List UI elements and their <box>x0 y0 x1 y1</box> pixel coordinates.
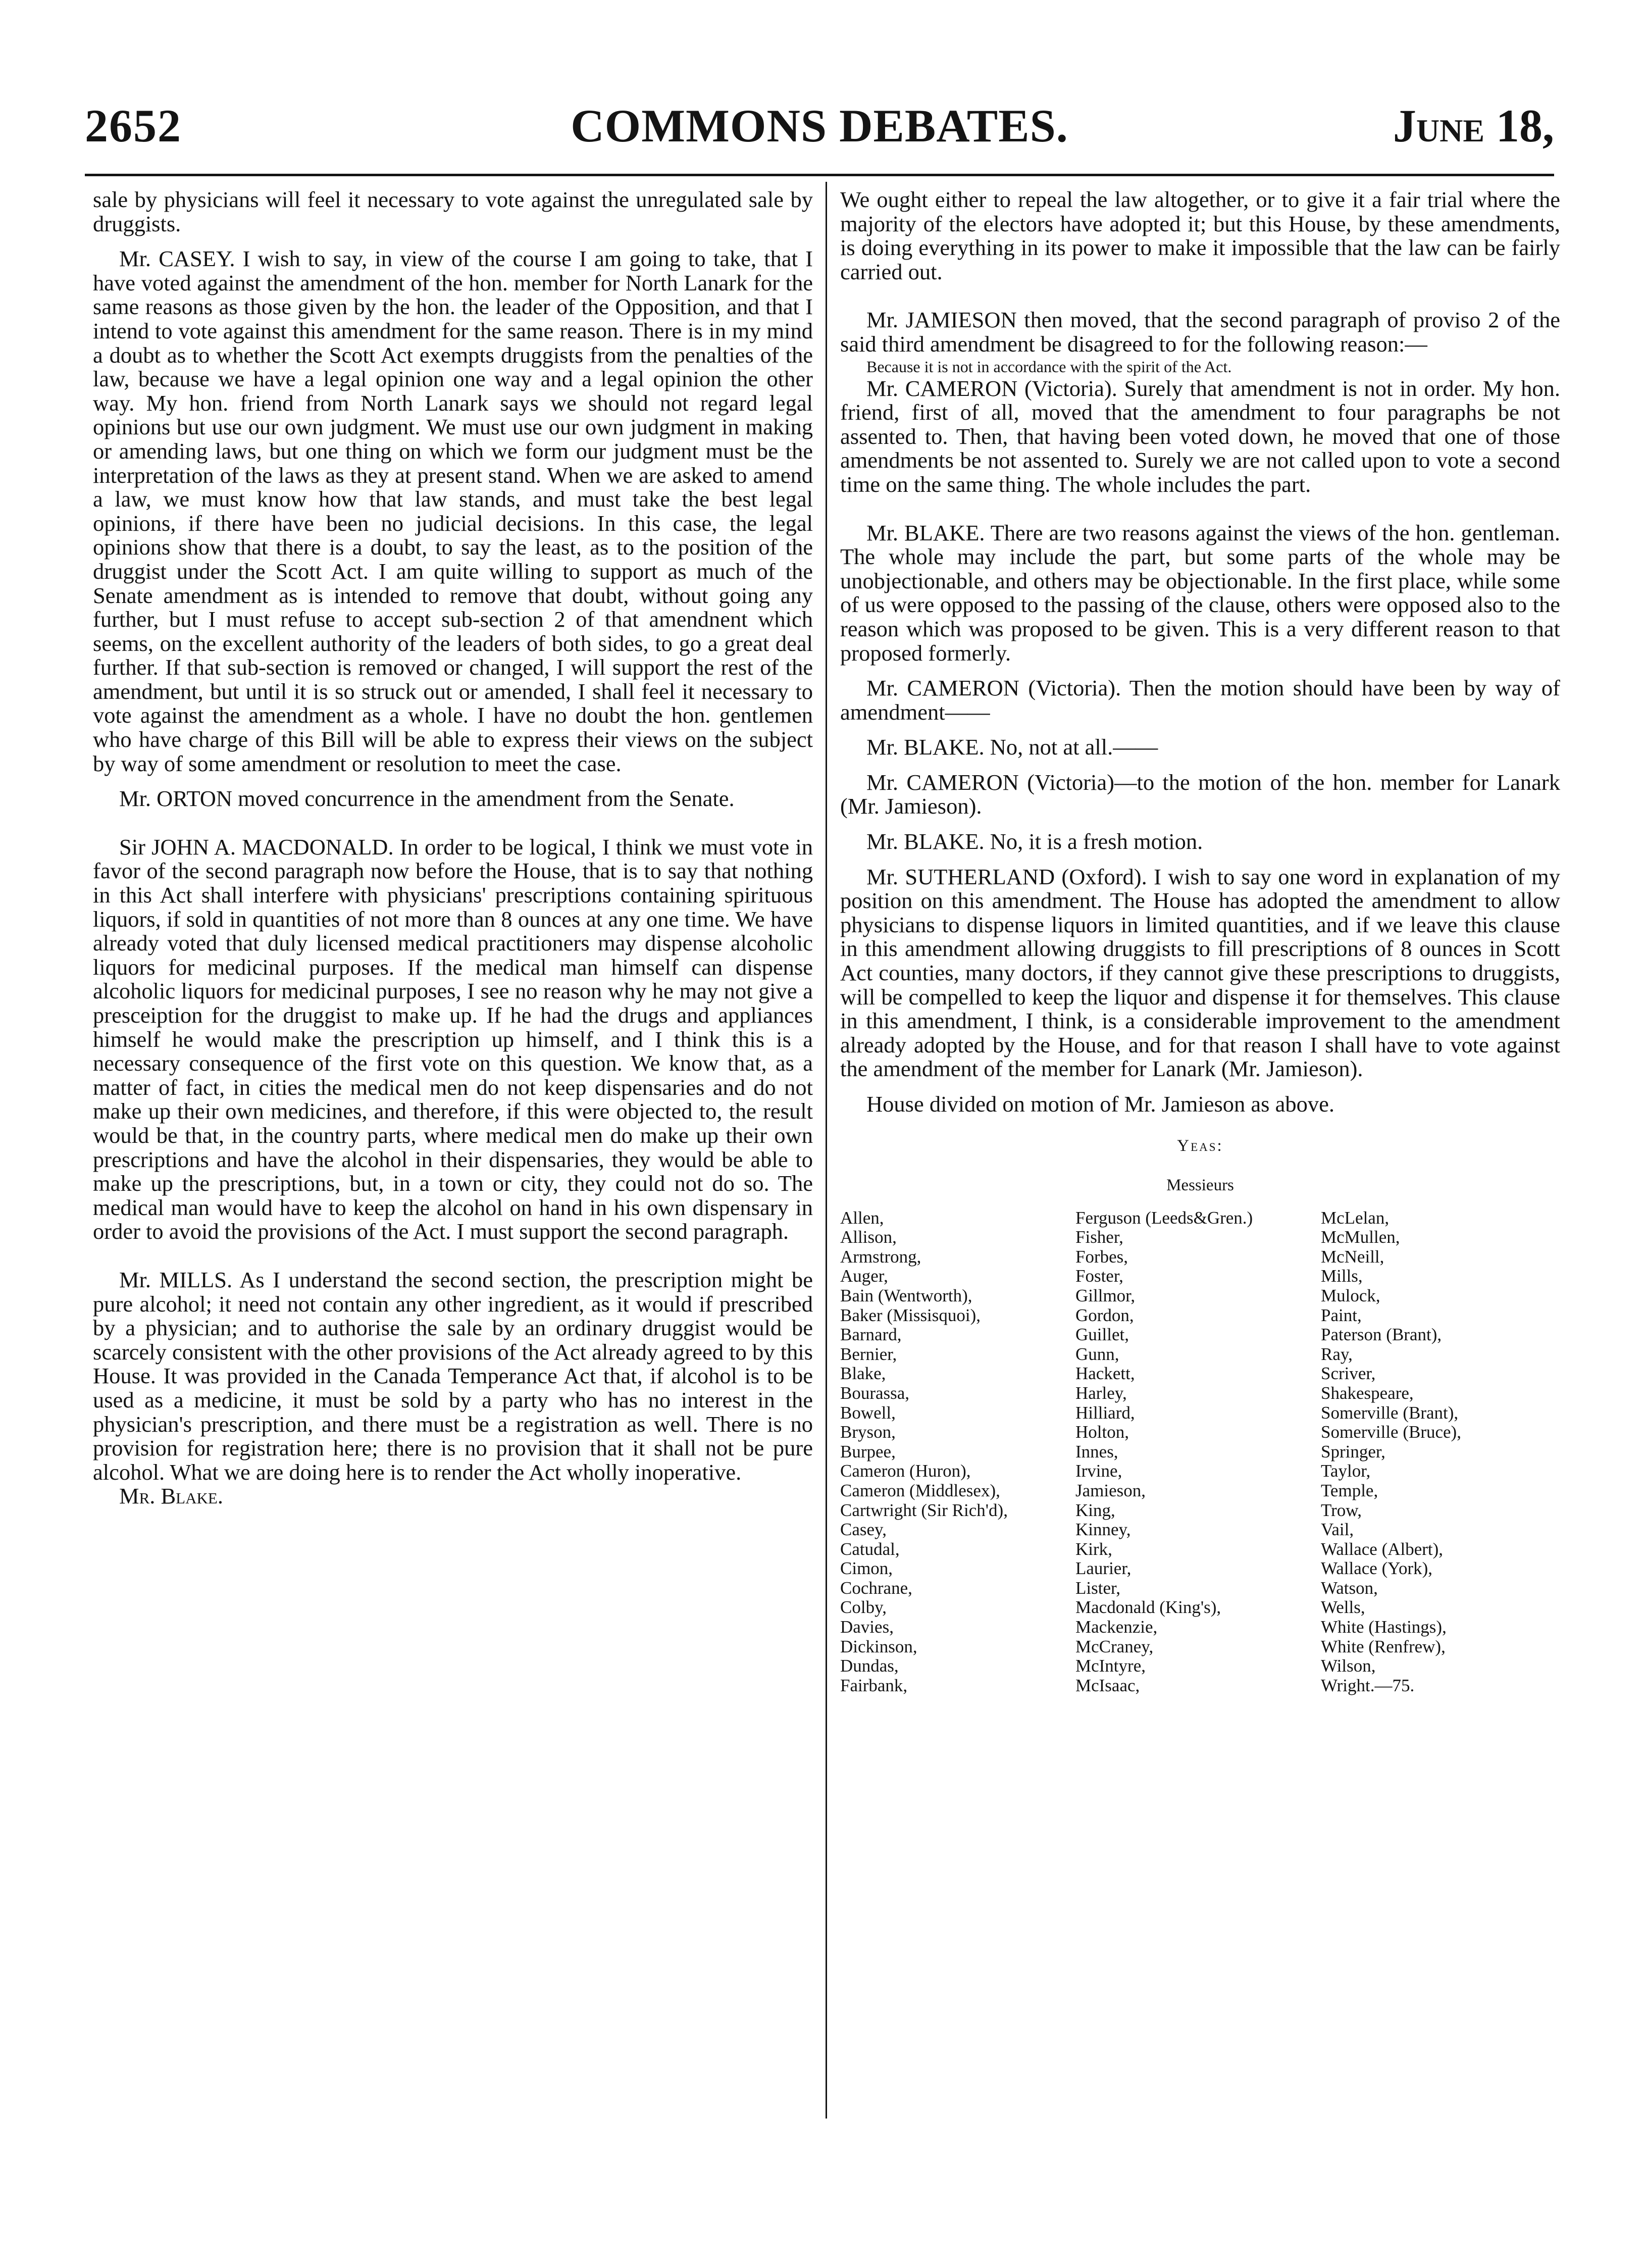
paragraph: We ought either to repeal the law altogether, or to give it a fair trial where the majority of the electors have adopted it; but this House, by these amendments, is doing everything in its power to make it impossible that the law can be fairly carried out. <box>840 187 1560 284</box>
division-name: Fairbank, <box>840 1675 908 1695</box>
division-name: King, <box>1075 1500 1115 1520</box>
reason-quote: Because it is not in accordance with the spirit of the Act. <box>866 357 1232 376</box>
division-name: Watson, <box>1321 1578 1378 1598</box>
division-name: Ferguson (Leeds&Gren.) <box>1075 1207 1253 1228</box>
division-name: Holton, <box>1075 1422 1129 1442</box>
column-divider <box>826 182 827 2119</box>
division-name: Bain (Wentworth), <box>840 1285 972 1305</box>
paragraph: sale by physicians will feel it necessary to vote against the unregulated sale by druggists. <box>93 187 813 236</box>
division-name: Trow, <box>1321 1500 1362 1520</box>
division-name: Guillet, <box>1075 1325 1129 1345</box>
division-name: Cameron (Middlesex), <box>840 1480 1000 1500</box>
division-name: White (Renfrew), <box>1321 1636 1446 1656</box>
division-name: Gillmor, <box>1075 1285 1136 1305</box>
division-name: McCraney, <box>1075 1636 1154 1656</box>
division-name: Dundas, <box>840 1656 899 1676</box>
division-name: Shakespeare, <box>1321 1383 1414 1403</box>
paragraph: Mr. ORTON moved concurrence in the amendment from the Senate. <box>119 786 735 812</box>
paragraph: Mr. CAMERON (Victoria). Then the motion should have been by way of amendment—— <box>840 675 1560 725</box>
division-name: Kinney, <box>1075 1520 1131 1540</box>
division-name: Bryson, <box>840 1422 896 1442</box>
division-name: Wells, <box>1321 1597 1365 1618</box>
division-name: Gordon, <box>1075 1305 1134 1325</box>
division-name: Mills, <box>1321 1266 1363 1286</box>
division-name: Burpee, <box>840 1441 896 1461</box>
division-name: Cameron (Huron), <box>840 1461 971 1481</box>
division-name: Allen, <box>840 1207 884 1228</box>
division-name: Kirk, <box>1075 1539 1112 1559</box>
division-name: Bourassa, <box>840 1383 910 1403</box>
division-name: Taylor, <box>1321 1461 1371 1481</box>
paragraph: Mr. BLAKE. There are two reasons against the views of the hon. gentleman. The whole may include the part, but some parts of the whole may be unobjectionable, and others may be objectionable. In the first place, while some of us were opposed to the passing of the clause, others were opposed also to the reason which was proposed to be given. This is a very different reason to that proposed formerly. <box>840 520 1560 666</box>
division-name: Wilson, <box>1321 1656 1376 1676</box>
division-name: Hackett, <box>1075 1364 1135 1384</box>
paragraph: House divided on motion of Mr. Jamieson as above. <box>866 1091 1334 1117</box>
division-name: Bernier, <box>840 1344 897 1364</box>
division-heading: Yeas: <box>1177 1136 1223 1155</box>
paragraph: Mr. JAMIESON then moved, that the second paragraph of proviso 2 of the said third amendment be disagreed to for the following reason:— <box>840 307 1560 357</box>
paragraph: Mr. SUTHERLAND (Oxford). I wish to say one word in explanation of my position on this amendment. The House has adopted the amendment to allow physicians to dispense liquors in limited quantities, and if we leave this clause in this amendment allowing druggists to fill prescriptions of 8 ounces in Scott Act counties, many doctors, if they cannot give these prescriptions to druggists, will be compelled to keep the liquor and dispense it for themselves. This clause in this amendment, I think, is a considerable improvement to the amendment already adopted by the House, and for that reason I shall have to vote against the amendment of the member for Lanark (Mr. Jamieson). <box>840 864 1560 1082</box>
division-name: Macdonald (King's), <box>1075 1597 1221 1618</box>
left-column <box>93 188 813 1508</box>
division-name: Barnard, <box>840 1325 902 1345</box>
division-name: Catudal, <box>840 1539 900 1559</box>
page-number: 2652 <box>85 100 182 152</box>
division-subheading: Messieurs <box>1166 1176 1234 1194</box>
division-name: Harley, <box>1075 1383 1127 1403</box>
division-name: White (Hastings), <box>1321 1617 1447 1637</box>
paragraph: Sir JOHN A. MACDONALD. In order to be logical, I think we must vote in favor of the second paragraph now before the House, that is to say that nothing in this Act shall interfere with physicians' prescriptions containing spirituous liquors, if sold in quantities of not more than 8 ounces at any one time. We have already voted that duly licensed medical practitioners may dispense alcoholic liquors for medicinal purposes. If the medical man himself can dispense alcoholic liquors for medicinal purposes, I see no reason why he may not give a presceiption for the druggist to make up. If he had the drugs and appliances himself he would make the prescription up himself, and I think this is a necessary consequence of the first vote on this question. We know that, as a matter of fact, in cities the medical men do not keep dispensaries and do not make up their own medicines, and therefore, if this were objected to, the result would be that, in the country parts, where medical men do make up their own prescriptions and have the alcohol in their dispensaries, they would be able to make up the prescriptions, but, in a town or city, they could not do so. The medical man would have to keep the alcohol on hand in his own dispensary in order to avoid the provisions of the Act. I must support the second paragraph. <box>93 834 813 1244</box>
division-name: Cimon, <box>840 1558 893 1579</box>
paragraph: Mr. CASEY. I wish to say, in view of the course I am going to take, that I have voted against the amendment of the hon. member for North Lanark for the same reasons as those given by the hon. the leader of the Opposition, and that I intend to vote against this amendment for the same reason. There is in my mind a doubt as to whether the Scott Act exempts druggists from the penalties of the law, because we have a legal opinion one way and a legal opinion the other way. My hon. friend from North Lanark says we should not regard legal opinions but use our own judgment. We must use our own judgment in making or amending laws, but one thing on which we form our judgment must be the interpretation of the laws as they at present stand. When we are asked to amend a law, we must know how that law stands, and must take the best legal opinions, if there have been no judicial decisions. In this case, the legal opinions show that there is a doubt, to say the least, as to the position of the druggist under the Scott Act. I am quite willing to support as much of the Senate amendment as is intended to remove that doubt, without going any further, but I must refuse to accept sub-section 2 of that amendnent which seems, on the excellent authority of the leaders of both sides, to go a great deal further. If that sub-section is removed or changed, I will support the rest of the amendment, but until it is so struck out or amended, I shall feel it necessary to vote against the amendment as a whole. I have no doubt the hon. gentlemen who have charge of this Bill will be able to express their views on the subject by way of some amendment or resolution to meet the case. <box>93 246 813 776</box>
division-name: Springer, <box>1321 1441 1385 1461</box>
division-name: Cochrane, <box>840 1578 912 1598</box>
division-name: Cartwright (Sir Rich'd), <box>840 1500 1008 1520</box>
division-name: Vail, <box>1321 1520 1354 1540</box>
paragraph: Mr. CAMERON (Victoria)—to the motion of the hon. member for Lanark (Mr. Jamieson). <box>840 769 1560 819</box>
division-name: Mulock, <box>1321 1285 1380 1305</box>
division-name: Somerville (Bruce), <box>1321 1422 1461 1442</box>
division-name: Innes, <box>1075 1441 1118 1461</box>
division-name: Wright.—75. <box>1321 1675 1415 1695</box>
division-name: Wallace (Albert), <box>1321 1539 1444 1559</box>
division-name: Paterson (Brant), <box>1321 1325 1442 1345</box>
division-name: Forbes, <box>1075 1246 1128 1267</box>
division-name: McNeill, <box>1321 1246 1384 1267</box>
right-column <box>840 188 1560 1695</box>
division-name: Irvine, <box>1075 1461 1122 1481</box>
division-name: Temple, <box>1321 1480 1378 1500</box>
division-name: McMullen, <box>1321 1227 1400 1247</box>
division-name: Somerville (Brant), <box>1321 1402 1459 1423</box>
division-name: Paint, <box>1321 1305 1362 1325</box>
division-name: Auger, <box>840 1266 888 1286</box>
paragraph: Mr. CAMERON (Victoria). Surely that amendment is not in order. My hon. friend, first of all, moved that the amendment to four paragraphs be not assented to. Then, that having been voted down, he moved that one of those amendments be not assented to. Surely we are not called upon to vote a second time on the same thing. The whole includes the part. <box>840 375 1560 497</box>
catchword: Mr. Blake. <box>119 1483 223 1509</box>
division-name: Hilliard, <box>1075 1402 1135 1423</box>
division-name: Davies, <box>840 1617 894 1637</box>
division-name: Wallace (York), <box>1321 1558 1433 1579</box>
division-name: Baker (Missisquoi), <box>840 1305 981 1325</box>
page-date: June 18, <box>1393 100 1554 152</box>
division-name: Bowell, <box>840 1402 896 1423</box>
division-name: Colby, <box>840 1597 887 1618</box>
division-name: Gunn, <box>1075 1344 1119 1364</box>
division-name: Laurier, <box>1075 1558 1131 1579</box>
division-name: Allison, <box>840 1227 897 1247</box>
division-name: Foster, <box>1075 1266 1123 1286</box>
division-name: Mackenzie, <box>1075 1617 1158 1637</box>
division-name: Ray, <box>1321 1344 1353 1364</box>
paragraph: Mr. BLAKE. No, it is a fresh motion. <box>866 829 1203 854</box>
page-title: COMMONS DEBATES. <box>571 100 1068 152</box>
division-names-list <box>840 1208 1560 1696</box>
division-name: Casey, <box>840 1520 887 1540</box>
division-name: Scriver, <box>1321 1364 1376 1384</box>
division-name: Dickinson, <box>840 1636 917 1656</box>
division-name: Armstrong, <box>840 1246 921 1267</box>
division-name: Lister, <box>1075 1578 1120 1598</box>
division-name: McIntyre, <box>1075 1656 1146 1676</box>
page-header <box>85 99 1554 165</box>
division-name: McIsaac, <box>1075 1675 1140 1695</box>
paragraph: Mr. MILLS. As I understand the second section, the prescription might be pure alcohol; it need not contain any other ingredient, as it would if prescribed by a physician; and to authorise the sale by an ordinary druggist would be scarcely consistent with the other provisions of the Act already agreed to by this House. It was provided in the Canada Temperance Act that, if alcohol is to be used as a medicine, it must be sold by a party who has no interest in the physician's prescription, and there must be a registration as well. There is no provision for registration here; there is no provision that it shall not be pure alcohol. What we are doing here is to render the Act wholly inoperative. <box>93 1267 813 1485</box>
paragraph: Mr. BLAKE. No, not at all.—— <box>866 734 1158 760</box>
division-name: Blake, <box>840 1364 886 1384</box>
division-name: Fisher, <box>1075 1227 1123 1247</box>
division-name: McLelan, <box>1321 1207 1390 1228</box>
header-rule <box>85 174 1554 176</box>
division-name: Jamieson, <box>1075 1480 1146 1500</box>
